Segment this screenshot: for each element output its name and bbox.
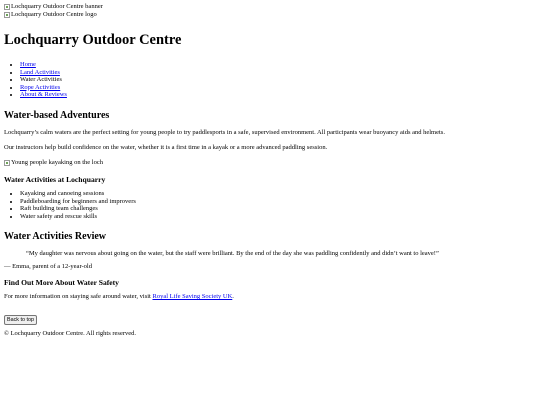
- page-heading: Water-based Adventures: [4, 109, 110, 121]
- broken-image-icon: [4, 160, 10, 166]
- review-heading: Water Activities Review: [4, 231, 107, 243]
- nav-link-home[interactable]: Home: [20, 61, 36, 68]
- list-item: • Paddleboarding for beginners and improvers: [20, 198, 536, 206]
- site-title: Lochquarry Outdoor Centre: [4, 32, 182, 48]
- list-item: • Raft building team challenges: [20, 205, 536, 213]
- kayaking-image-alt-text: Young people kayaking on the loch: [11, 158, 103, 166]
- main-content: [4, 110, 536, 330]
- nav-link-about-reviews[interactable]: About & Reviews: [20, 91, 67, 99]
- main-nav: [4, 61, 536, 99]
- review-quote: “My daughter was nervous about going on the water, but the staff were brilliant. By the end of the day she was paddling confidently and didn’t want to leave!”: [26, 250, 439, 258]
- logo-image: [4, 11, 536, 19]
- review-author: — Emma, parent of a 12-year-old: [4, 263, 92, 271]
- banner-alt-text: Lochquarry Outdoor Centre banner: [11, 3, 103, 10]
- nav-link-land-activities[interactable]: Land Activities: [20, 68, 60, 76]
- site-footer: [4, 330, 536, 338]
- nav-link-rope-activities[interactable]: Rope Activities: [20, 83, 61, 91]
- activities-heading: Water Activities at Lochquarry: [4, 174, 106, 184]
- logo-alt-text: Lochquarry Outdoor Centre logo: [11, 11, 97, 18]
- intro-paragraph-2: Our instructors help build confidence on the water, whether it is a first time in a kayak or a more advanced paddling session.: [4, 143, 328, 151]
- safety-paragraph: [4, 293, 536, 301]
- activities-list: [4, 190, 536, 220]
- site-header: [4, 3, 536, 49]
- rlss-link[interactable]: Royal Life Saving Society UK: [152, 293, 233, 301]
- broken-image-icon: [4, 4, 10, 10]
- banner-image: [4, 3, 536, 11]
- nav-item-water-activities: • Water Activities: [20, 76, 536, 84]
- intro-paragraph: Lochquarry’s calm waters are the perfect setting for young people to try paddlesports in a safe, supervised environment. All participants wear buoyancy aids and helmets.: [4, 128, 445, 136]
- safety-text-end: .: [232, 293, 234, 301]
- kayaking-image: [4, 159, 536, 167]
- list-item: • Kayaking and canoeing sessions: [20, 190, 536, 198]
- broken-image-icon: [4, 12, 10, 18]
- copyright-text: © Lochquarry Outdoor Centre. All rights reserved.: [4, 330, 137, 338]
- safety-heading: Find Out More About Water Safety: [4, 278, 119, 288]
- safety-text: For more information on staying safe around water, visit: [4, 293, 153, 301]
- list-item: • Water safety and rescue skills: [20, 213, 536, 221]
- back-to-top-button[interactable]: Back to top: [4, 315, 37, 325]
